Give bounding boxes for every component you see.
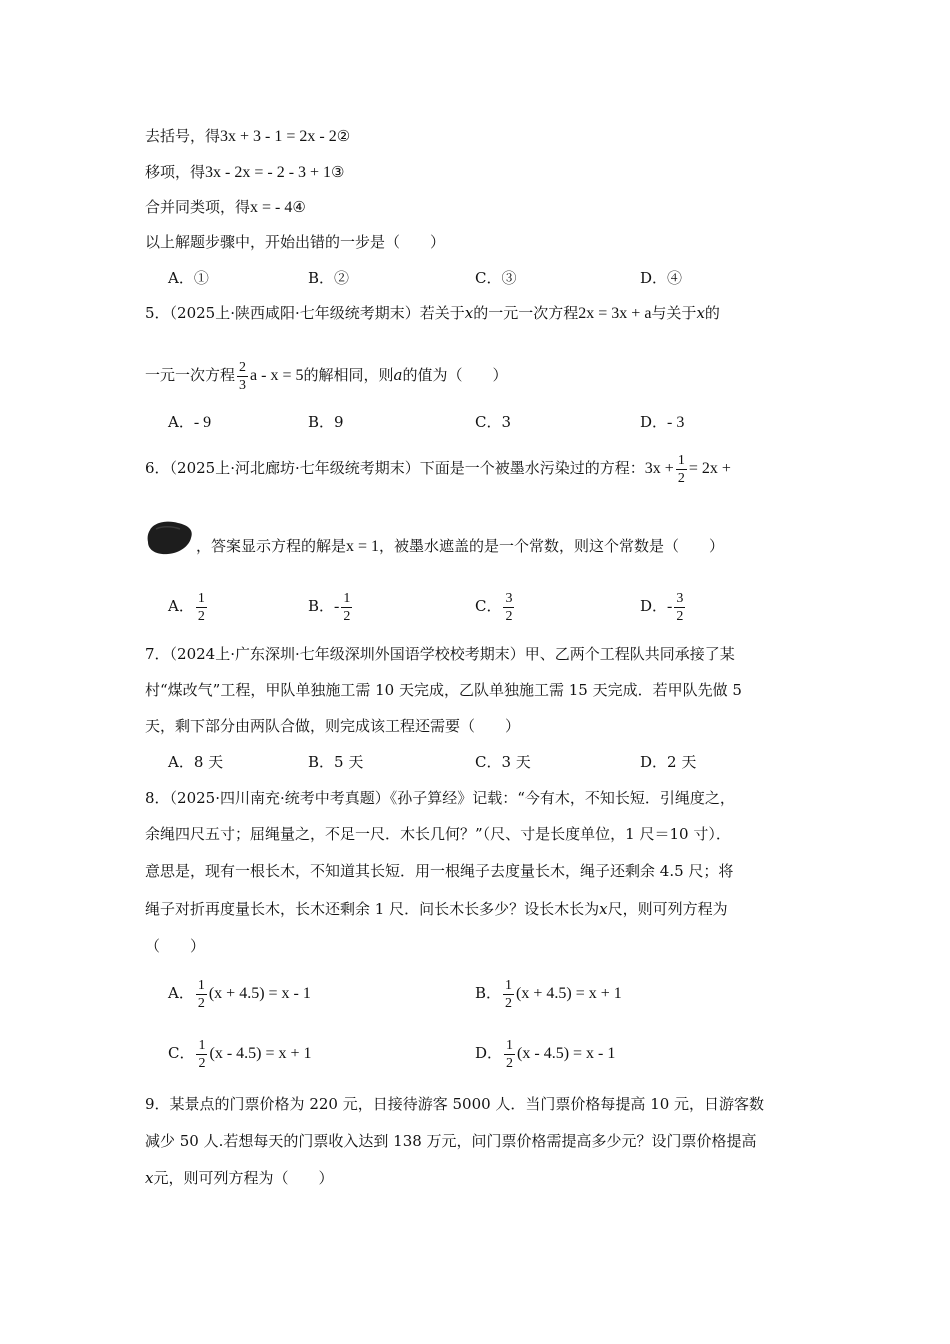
numerator: 1 (343, 590, 351, 606)
q9-line-2: 减少 50 人.若想每天的门票收入达到 138 万元，问门票价格需提高多少元？设门票价格提高 (145, 1132, 757, 1150)
option-expression: (x + 4.5) = x - 1 (208, 985, 311, 1002)
q8-option-b[interactable] (475, 973, 622, 1014)
q5-text: 与关于 (651, 304, 697, 322)
q7-option-b[interactable] (308, 752, 363, 772)
option-value: ④ (667, 269, 683, 287)
denominator: 2 (197, 608, 205, 624)
q7-option-a[interactable] (168, 752, 223, 772)
solution-step-4 (145, 197, 306, 218)
option-label: B． (308, 597, 335, 615)
option-label: A． (168, 413, 194, 431)
option-value: 8 天 (193, 753, 224, 771)
q7-option-c[interactable] (475, 752, 531, 772)
ink-blot-icon (146, 520, 194, 556)
option-label: C． (475, 413, 502, 431)
q6-line-2 (196, 536, 724, 557)
option-label: C． (168, 1044, 195, 1062)
option-label: D． (640, 753, 668, 771)
variable-x: x (599, 900, 608, 918)
q6-option-d[interactable] (640, 588, 687, 625)
step-mark: ④ (292, 198, 306, 216)
option-fraction (341, 591, 352, 624)
q5-option-d[interactable] (640, 412, 684, 433)
option-value: 9 (334, 413, 344, 431)
q9-text: 某景点的门票价格为 220 元，日接待游客 5000 人．当门票价格每提高 10 元，日游客数 (169, 1095, 765, 1113)
numerator: 2 (239, 359, 247, 375)
option-label: A． (168, 269, 194, 287)
option-label: B． (475, 984, 502, 1002)
option-label: D． (640, 597, 668, 615)
q8-text: 绳子对折再度量长木，长木还剩余 1 尺．问长木长多少？设长木长为 (145, 900, 600, 918)
option-fraction (504, 1038, 515, 1071)
q5-text: 的解相同，则 (303, 366, 394, 384)
q7-line-1 (145, 644, 735, 664)
equation-1: 2x = 3x + a (578, 305, 652, 322)
numerator: 1 (198, 1037, 206, 1053)
fraction-two-thirds (237, 360, 248, 393)
variable-x: x (696, 304, 705, 322)
q5-text: 的值为（ ） (402, 366, 508, 384)
option-value: - 3 (667, 414, 685, 431)
option-label: C． (475, 597, 502, 615)
question-source: （2025上·陕西咸阳·七年级统考期末） (169, 304, 420, 322)
q6-option-c[interactable] (475, 588, 516, 625)
option-label: D． (640, 413, 668, 431)
q7-option-d[interactable] (640, 752, 696, 772)
option-label: B． (308, 413, 335, 431)
step-text: 去括号，得 (145, 127, 221, 145)
q8-option-a[interactable] (168, 973, 311, 1014)
q5-text: 若关于 (419, 304, 465, 322)
option-expression: (x + 4.5) = x + 1 (516, 985, 622, 1002)
option-label: C． (475, 753, 502, 771)
denominator: 2 (505, 995, 513, 1011)
equation-left: 3x + (644, 460, 674, 477)
option-sign: - (667, 598, 673, 615)
question-number: 8． (145, 789, 170, 807)
option-label: B． (308, 269, 335, 287)
q5-text: 的一元一次方程 (473, 304, 579, 322)
q8-option-d[interactable] (475, 1033, 615, 1074)
solution-equation: x = 1 (346, 538, 380, 555)
q6-option-a[interactable] (168, 588, 209, 625)
option-value: - 9 (193, 414, 212, 431)
q5-text: 的 (704, 304, 720, 322)
option-label: A． (168, 753, 194, 771)
variable-x: x (464, 304, 474, 322)
q7-line-3: 天，剩下部分由两队合做，则完成该工程还需要（ ） (145, 717, 521, 735)
q4-option-c[interactable] (475, 268, 517, 288)
denominator: 2 (676, 608, 684, 624)
step-equation: 3x + 3 - 1 = 2x - 2 (220, 128, 337, 145)
numerator: 1 (197, 977, 205, 993)
denominator: 2 (343, 608, 351, 624)
option-label: A． (168, 597, 194, 615)
option-label: D． (640, 269, 668, 287)
numerator: 1 (677, 452, 685, 468)
option-label: B． (308, 753, 335, 771)
numerator: 1 (505, 977, 513, 993)
q6-line-1 (145, 450, 731, 487)
q7-text: （2024上·广东深圳·七年级深圳外国语学校校考期末）甲、乙两个工程队共同承接了某 (169, 645, 735, 663)
q5-line-1 (145, 303, 720, 324)
denominator: 2 (677, 470, 685, 486)
q8-text: （2025·四川南充·统考中考真题）《孙子算经》记载：“今有木，不知长短．引绳度之， (169, 789, 735, 807)
option-fraction (196, 1038, 207, 1071)
option-value: 2 天 (667, 753, 697, 771)
numerator: 1 (197, 590, 205, 606)
denominator: 2 (197, 995, 205, 1011)
q9-line-3 (145, 1168, 333, 1188)
q4-option-a[interactable] (168, 268, 209, 288)
q8-line-2: 余绳四尺五寸；屈绳量之，不足一尺．木长几何？”（尺、寸是长度单位，1 尺＝10 寸）． (145, 825, 731, 843)
option-label: C． (475, 269, 502, 287)
q8-option-c[interactable] (168, 1033, 312, 1074)
numerator: 1 (506, 1037, 514, 1053)
q6-text: ，被墨水遮盖的是一个常数，则这个常数是（ ） (379, 537, 725, 555)
variable-x: x (145, 1169, 154, 1187)
q5-option-a[interactable] (168, 412, 211, 433)
q8-line-5: （ ） (145, 937, 206, 955)
q4-option-b[interactable] (308, 268, 349, 288)
q6-text: ，答案显示方程的解是 (196, 537, 347, 555)
option-expression: (x - 4.5) = x - 1 (517, 1045, 616, 1062)
numerator: 3 (676, 590, 684, 606)
question-number: 9． (145, 1095, 170, 1113)
q5-text: 一元一次方程 (145, 366, 236, 384)
q7-line-2: 村“煤改气”工程，甲队单独施工需 10 天完成，乙队单独施工需 15 天完成．若甲队先做 5 (145, 681, 742, 699)
option-value: 3 天 (501, 753, 531, 771)
equation-2: a - x = 5 (250, 367, 304, 384)
q8-line-3: 意思是，现有一根长木，不知道其长短．用一根绳子去度量长木，绳子还剩余 4.5 尺；将 (145, 862, 734, 880)
step-text: 合并同类项，得 (145, 198, 251, 216)
step-mark: ② (336, 127, 351, 145)
option-fraction (196, 591, 207, 624)
variable-a: a (393, 366, 403, 384)
denominator: 3 (239, 377, 247, 393)
step-equation: 3x - 2x = - 2 - 3 + 1 (205, 164, 332, 181)
q6-option-b[interactable] (308, 588, 354, 625)
question-number: 5． (145, 304, 170, 322)
q6-text: 下面是一个被墨水污染过的方程： (419, 459, 645, 477)
option-fraction (674, 591, 685, 624)
step-equation: x = - 4 (250, 199, 293, 216)
option-fraction (196, 978, 207, 1011)
q4-stem: 以上解题步骤中，开始出错的一步是（ ） (145, 233, 446, 251)
fraction-one-half (676, 453, 687, 486)
option-value: ② (334, 269, 350, 287)
option-fraction (503, 978, 514, 1011)
q9-text: 元，则可列方程为（ ） (153, 1169, 334, 1187)
q9-line-1 (145, 1094, 764, 1114)
option-label: D． (475, 1044, 503, 1062)
q5-line-2 (145, 357, 507, 394)
solution-step-2 (145, 126, 350, 147)
option-value: 3 (501, 413, 512, 431)
q8-line-1 (145, 788, 735, 808)
denominator: 2 (505, 608, 513, 624)
equation-right: = 2x + (688, 460, 731, 477)
q5-option-b[interactable] (308, 412, 344, 432)
q8-line-4 (145, 899, 728, 919)
q8-text: 尺，则可列方程为 (607, 900, 728, 918)
numerator: 3 (505, 590, 513, 606)
option-sign: - (334, 598, 340, 615)
option-value: ① (193, 269, 209, 287)
q5-option-c[interactable] (475, 412, 511, 432)
option-value: 5 天 (334, 753, 364, 771)
denominator: 2 (506, 1055, 514, 1071)
question-number: 7． (145, 645, 170, 663)
denominator: 2 (198, 1055, 206, 1071)
option-value: ③ (501, 269, 517, 287)
step-mark: ③ (331, 163, 345, 181)
option-label: A． (168, 984, 194, 1002)
option-fraction (503, 591, 514, 624)
solution-step-3 (145, 162, 345, 183)
option-expression: (x - 4.5) = x + 1 (209, 1045, 312, 1062)
q4-option-d[interactable] (640, 268, 682, 288)
step-text: 移项，得 (145, 163, 206, 181)
question-source: （2025上·河北廊坊·七年级统考期末） (169, 459, 420, 477)
question-number: 6． (145, 459, 170, 477)
